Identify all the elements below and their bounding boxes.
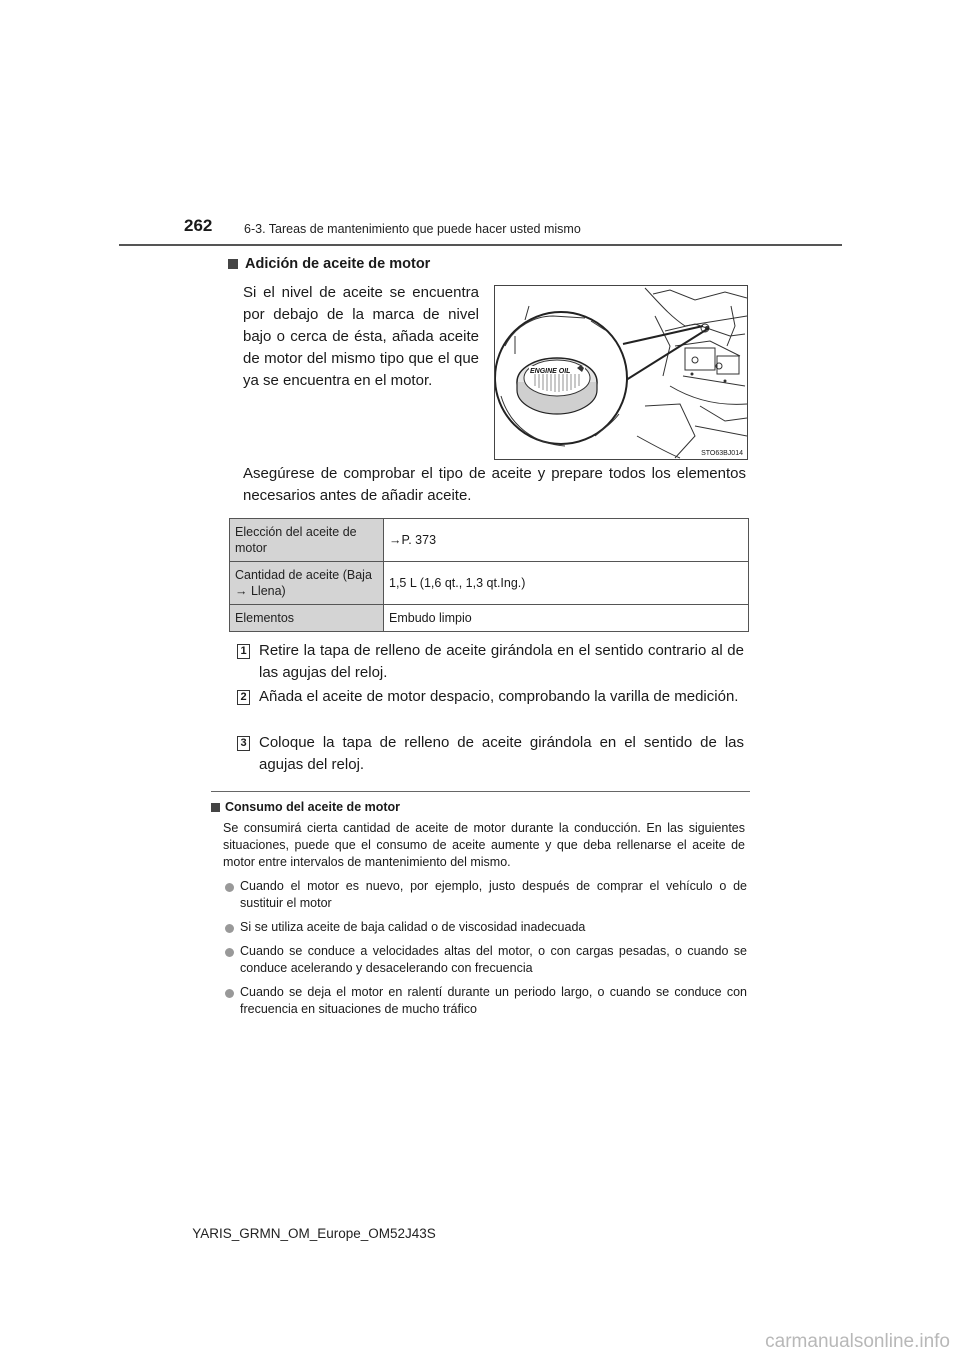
table-row-label: Elementos — [230, 605, 384, 632]
check-paragraph: Asegúrese de comprobar el tipo de aceite y prepare todos los elementos necesarios antes de añadir aceite. — [243, 465, 746, 504]
note-paragraph: Se consumirá cierta cantidad de aceite de motor durante la conducción. En las siguientes situaciones, puede que el consumo de aceite aumente y que deba rellenarse el aceite de motor entre intervalos de mantenimiento del mismo. — [223, 821, 745, 869]
square-bullet-icon — [211, 803, 220, 812]
table-row-value: →P. 373 — [384, 519, 749, 562]
watermark: carmanualsonline.info — [765, 1331, 950, 1352]
step-text: Añada el aceite de motor despacio, comprobando la varilla de medición. — [259, 688, 739, 705]
subheading-text: Adición de aceite de motor — [245, 256, 431, 272]
manual-code-footer: YARIS_GRMN_OM_Europe_OM52J43S — [192, 1226, 436, 1241]
list-item-text: Cuando se conduce a velocidades altas del motor, o con cargas pesadas, o cuando se conduce acelerando y desacelerando con frecuencia — [240, 944, 747, 975]
table-row — [230, 519, 749, 562]
list-item-text: Si se utiliza aceite de baja calidad o de viscosidad inadecuada — [240, 920, 586, 934]
round-bullet-icon — [225, 948, 234, 957]
intro-paragraph: Si el nivel de aceite se encuentra por debajo de la marca de nivel bajo o cerca de ésta, añada aceite de motor del mismo tipo que el que ya se encuentra en el motor. — [243, 284, 479, 389]
step-number: 2 — [237, 690, 250, 705]
step-item — [237, 732, 747, 780]
list-item-text: Cuando el motor es nuevo, por ejemplo, justo después de comprar el vehículo o de sustituir el motor — [240, 879, 747, 910]
step-text: Retire la tapa de relleno de aceite girándola en el sentido contrario al de las agujas del reloj. — [259, 642, 744, 681]
header-divider — [119, 244, 842, 246]
round-bullet-icon — [225, 924, 234, 933]
step-item — [237, 640, 747, 688]
table-row-label: Cantidad de aceite (Baja → Llena) — [230, 562, 384, 605]
section-title: 6-3. Tareas de mantenimiento que puede hacer usted mismo — [244, 222, 581, 236]
oil-spec-table — [229, 518, 749, 632]
round-bullet-icon — [225, 989, 234, 998]
table-row-value: Embudo limpio — [384, 605, 749, 632]
step-number: 1 — [237, 644, 250, 659]
round-bullet-icon — [225, 883, 234, 892]
table-row — [230, 562, 749, 605]
engine-bay-illustration — [495, 286, 747, 459]
step-item — [237, 686, 747, 734]
note-divider — [211, 791, 750, 792]
square-bullet-icon — [228, 259, 238, 269]
table-row-value: 1,5 L (1,6 qt., 1,3 qt.Ing.) — [384, 562, 749, 605]
subheading — [228, 256, 430, 272]
note-heading-text: Consumo del aceite de motor — [225, 800, 401, 814]
oil-cap-label: ENGINE OIL — [530, 368, 571, 375]
note-heading — [211, 800, 400, 814]
step-text: Coloque la tapa de relleno de aceite girándola en el sentido de las agujas del reloj. — [259, 734, 744, 773]
table-row-label: Elección del aceite de motor — [230, 519, 384, 562]
page-number: 262 — [184, 216, 213, 235]
figure-code: STO63BJ014 — [701, 450, 743, 457]
list-item-text: Cuando se deja el motor en ralentí durante un periodo largo, o cuando se conduce con frecuencia en situaciones de mucho tráfico — [240, 985, 747, 1016]
engine-oil-cap-figure — [494, 285, 748, 460]
table-row — [230, 605, 749, 632]
step-number: 3 — [237, 736, 250, 751]
